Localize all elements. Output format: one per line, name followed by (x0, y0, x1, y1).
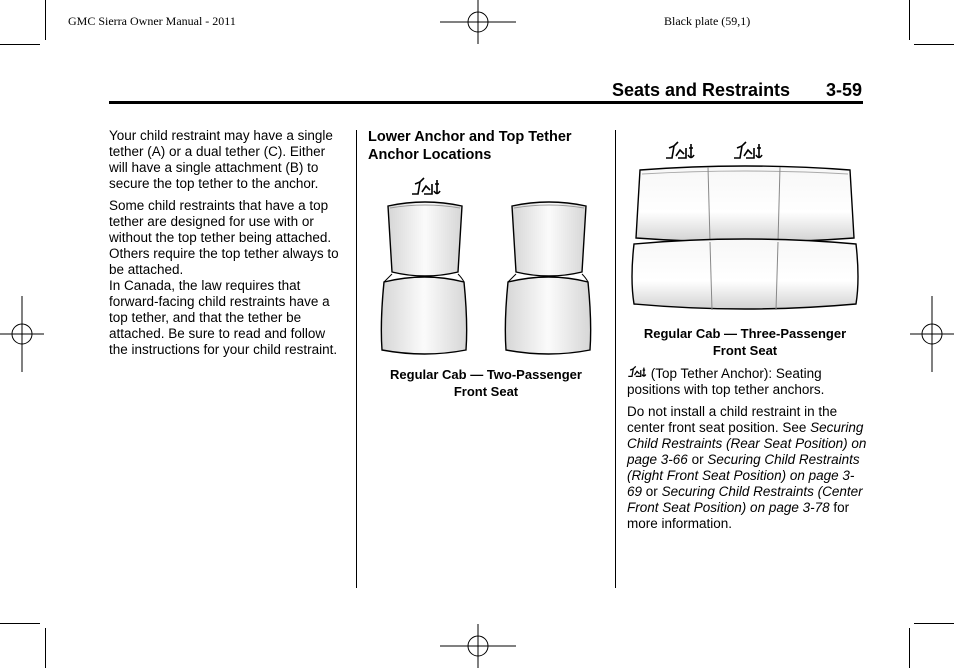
two-passenger-seat-illustration (370, 172, 602, 362)
caption-line: Front Seat (712, 343, 778, 358)
paragraph: Your child restraint may have a single tether (A) or a dual tether (C). Either will have a single attachment (B) to secure the top tether to the anchor. (109, 128, 333, 191)
conjunction: or (691, 452, 704, 467)
header-rule (109, 101, 863, 104)
three-passenger-seat-illustration (628, 134, 862, 320)
registration-crosshair-icon (910, 296, 954, 372)
registration-crosshair-icon (0, 296, 44, 372)
top-tether-anchor-icon (666, 142, 694, 158)
top-tether-anchor-icon (412, 178, 440, 194)
paragraph-end: for more information. (627, 500, 850, 531)
top-tether-anchor-icon (734, 142, 762, 158)
figure-caption (624, 325, 866, 359)
paragraph-intro: Do not install a child restraint in the center front seat position. See (627, 404, 838, 435)
paragraph: In Canada, the law requires that forward-facing child restraints have a top tether, and that the tether be attached. Be sure to read and follow the instructions for your child restraint. (109, 278, 338, 357)
figure-caption (366, 366, 606, 400)
print-plate: Black plate (59,1) (664, 14, 751, 28)
registration-crosshair-icon (440, 624, 516, 668)
column-divider (615, 130, 616, 588)
conjunction: or (645, 484, 658, 499)
print-title: GMC Sierra Owner Manual - 2011 (68, 14, 236, 28)
cross-reference-link[interactable]: Securing Child Restraints (Rear Seat Position) on page 3-66 (627, 420, 867, 467)
page-number: 3-59 (826, 80, 863, 100)
top-tether-anchor-icon (627, 365, 647, 379)
cross-reference-link[interactable]: Securing Child Restraints (Center Front Seat Position) on page 3-78 (627, 484, 863, 515)
paragraph: Some child restraints that have a top tether are designed for use with or without the top tether being attached. Others require the top tether always to be attached. (109, 198, 339, 277)
column-1 (109, 128, 341, 364)
legend-text: (Top Tether Anchor): Seating positions with top tether anchors. (627, 366, 825, 397)
section-title: Seats and Restraints (612, 80, 791, 100)
registration-crosshair-icon (440, 0, 516, 44)
column-3-text (627, 365, 867, 538)
column-divider (356, 130, 357, 588)
paragraph (627, 404, 867, 532)
caption-line: Regular Cab — Three-Passenger (643, 326, 847, 341)
caption-line: Regular Cab — Two-Passenger (390, 367, 582, 382)
section-heading: Lower Anchor and Top Tether Anchor Locations (368, 129, 572, 163)
cross-reference-link[interactable]: Securing Child Restraints (Right Front Seat Position) on page 3-69 (627, 452, 860, 499)
legend-paragraph (627, 365, 867, 398)
caption-line: Front Seat (453, 384, 519, 399)
